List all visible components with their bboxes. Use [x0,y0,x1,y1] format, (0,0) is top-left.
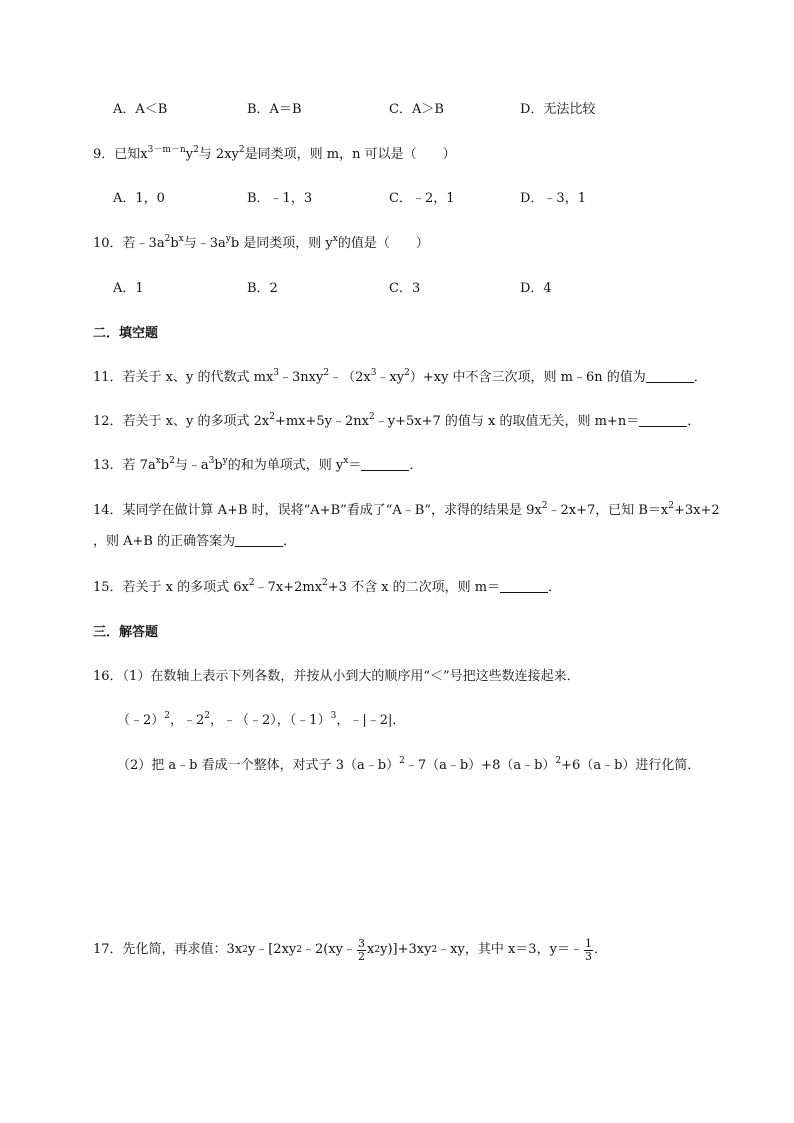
q11-exp: 3 [370,368,377,378]
q10-text: 若﹣3a [122,236,165,251]
q17-stem [93,932,607,969]
q10-exp: x [332,234,338,244]
q14-exp: 2 [668,501,675,511]
q11-exp: 3 [273,368,280,378]
q17-text: x [367,942,375,957]
q10-text: 的值是（ ） [337,236,429,251]
q16-text: （2）把 a﹣b 看成一个整体，对式子 3（a﹣b） [117,758,400,773]
q14-text: 14．某同学在做计算 A+B 时，误将“A+B”看成了“A﹣B”，求得的结果是 9x [93,503,542,518]
q11-exp: 2 [404,368,410,378]
q10-exp: 2 [164,234,171,244]
q17-text: y)]+3xy [380,942,432,957]
q17-fraction-three-halves [357,938,366,963]
q10-exp: y [225,234,231,244]
q15-text: +3 不含 x 的二次项，则 m＝ [327,580,501,595]
q9-option-b: B．﹣1，3 [247,191,313,206]
q10-text: b [170,236,179,251]
q12-text: ﹣y+5x+7 的值与 x 的取值无关，则 m+n＝ [374,414,640,429]
q10-text: 与﹣3a [183,236,226,251]
q17-text: ﹣xy，其中 x＝3，y＝﹣ [437,942,583,957]
q10-option-a: A．1 [113,281,144,296]
q14-answer-blank[interactable] [235,533,283,547]
q14-end: ． [283,534,297,549]
q12-text: +mx+5y﹣2nx [274,414,369,429]
q8-option-b: B．A＝B [247,102,302,117]
q9-term1: x [140,147,148,162]
q13-text: b [214,458,223,473]
q12-stem [93,413,700,431]
q17-fraction-one-third [584,938,593,963]
section-heading-solutions: 三．解答题 [93,625,159,640]
q15-text: 15．若关于 x 的多项式 6x [93,580,249,595]
q13-answer-blank[interactable] [361,457,409,471]
q13-exp: 3 [208,456,215,466]
q17-text: ﹣2(xy﹣ [302,942,357,957]
fraction-numerator: 1 [584,936,592,950]
q14-text: ﹣2x+7，已知 B＝x [547,503,669,518]
q16-part2-stem [117,757,700,775]
q15-answer-blank[interactable] [500,579,548,593]
q11-stem [93,369,707,387]
q11-exp: 2 [323,368,330,378]
q13-text: 13．若 7a [93,458,156,473]
q11-text: ﹣（2x [329,370,371,385]
q8-option-c: C．A＞B [389,102,444,117]
q9-stem [93,146,456,164]
q13-exp: x [343,456,349,466]
q13-text: 与﹣a [174,458,209,473]
q16-text: ，﹣（﹣2），（﹣1） [210,713,331,728]
q10-number: 10． [93,236,123,251]
q15-exp: 2 [322,578,328,588]
q9-term2-exp: 2 [238,145,245,155]
q13-end: ． [409,458,423,473]
q13-text: ＝ [348,458,362,473]
q9-term1-tail: y [185,147,194,162]
q10-text: b 是同类项，则 y [230,236,333,251]
q9-number: 9． [93,147,115,162]
q12-exp: 2 [269,412,275,422]
q14-text: +3x+2 [674,503,720,518]
q16-part1-stem: 16．（1）在数轴上表示下列各数，并按从小到大的顺序用“＜”号把这些数连接起来． [93,669,580,684]
q13-text: b [160,458,170,473]
q9-suffix: 是同类项，则 m，n 可以是（ ） [244,147,456,162]
q15-text: ﹣7x+2mx [254,580,323,595]
q13-stem [93,457,422,475]
q16-text: ，﹣|﹣2|． [336,713,406,728]
q17-text: 17．先化简，再求值：3x [93,942,243,957]
q10-option-c: C．3 [389,281,421,296]
q17-expression: 17．先化简，再求值：3x 2 y﹣[2xy 2 ﹣2(xy﹣ $\frac{3}{2}$ x 2 y)]+3xy 2 ﹣xy，其中 x＝3，y＝﹣ $\frac{1}{3}$ ． [93,932,607,968]
q12-answer-blank[interactable] [639,413,687,427]
q14-exp: 2 [541,501,548,511]
q14-stem-line2 [93,533,296,551]
q9-connector: 与 2xy [198,147,239,162]
fraction-numerator: 3 [358,936,366,950]
q11-end: ． [693,370,707,385]
q12-text: 12．若关于 x、y 的多项式 2x [93,414,270,429]
q13-exp: x [155,456,161,466]
q16-exp: 2 [399,756,405,766]
q12-end: ． [687,414,701,429]
q9-term1-tail-exp: 2 [193,145,199,155]
q16-text: （﹣2） [117,713,165,728]
q10-exp: x [178,234,184,244]
q16-text: ﹣7（a﹣b）+8（a﹣b） [404,758,556,773]
q8-option-a: A．A＜B [113,102,168,117]
q10-option-b: B．2 [247,281,278,296]
q11-text: ）+xy 中不含三次项，则 m﹣6n 的值为 [409,370,646,385]
q9-option-a: A．1，0 [113,191,165,206]
q17-end: ． [593,942,607,957]
q9-option-d: D．﹣3，1 [520,191,586,206]
q10-stem [93,235,429,253]
q11-text: ﹣3nxy [279,370,324,385]
q9-term1-exp: 3－m－n [147,145,186,155]
q17-text: y﹣[2xy [247,942,297,957]
q14-text: ，则 A+B 的正确答案为 [93,534,236,549]
q15-exp: 2 [248,578,255,588]
q15-end: ． [548,580,562,595]
q13-text: 的和为单项式，则 y [227,458,344,473]
q9-prefix: 已知 [114,147,141,162]
q11-text: 11．若关于 x、y 的代数式 mx [93,370,274,385]
q16-exp: 2 [204,711,211,721]
q10-option-d: D．4 [520,281,552,296]
section-heading-fill-in: 二．填空题 [93,326,159,341]
q14-stem-line1 [93,502,720,520]
q13-exp: y [222,456,228,466]
q16-text: ，﹣2 [170,713,205,728]
q16-exp: 3 [330,711,337,721]
q11-answer-blank[interactable] [646,369,694,383]
q16-exp: 2 [555,756,562,766]
q12-exp: 2 [369,412,375,422]
fraction-denominator: 2 [358,949,366,963]
q16-exp: 2 [164,711,171,721]
q16-numbers-list [117,712,405,730]
q16-text: +6（a﹣b）进行化简． [561,758,701,773]
q15-stem [93,579,561,597]
q13-exp: 2 [169,456,175,466]
q9-option-c: C．﹣2，1 [389,191,455,206]
fraction-denominator: 3 [584,949,592,963]
q11-text: ﹣xy [376,370,405,385]
q8-option-d: D．无法比较 [520,102,596,117]
